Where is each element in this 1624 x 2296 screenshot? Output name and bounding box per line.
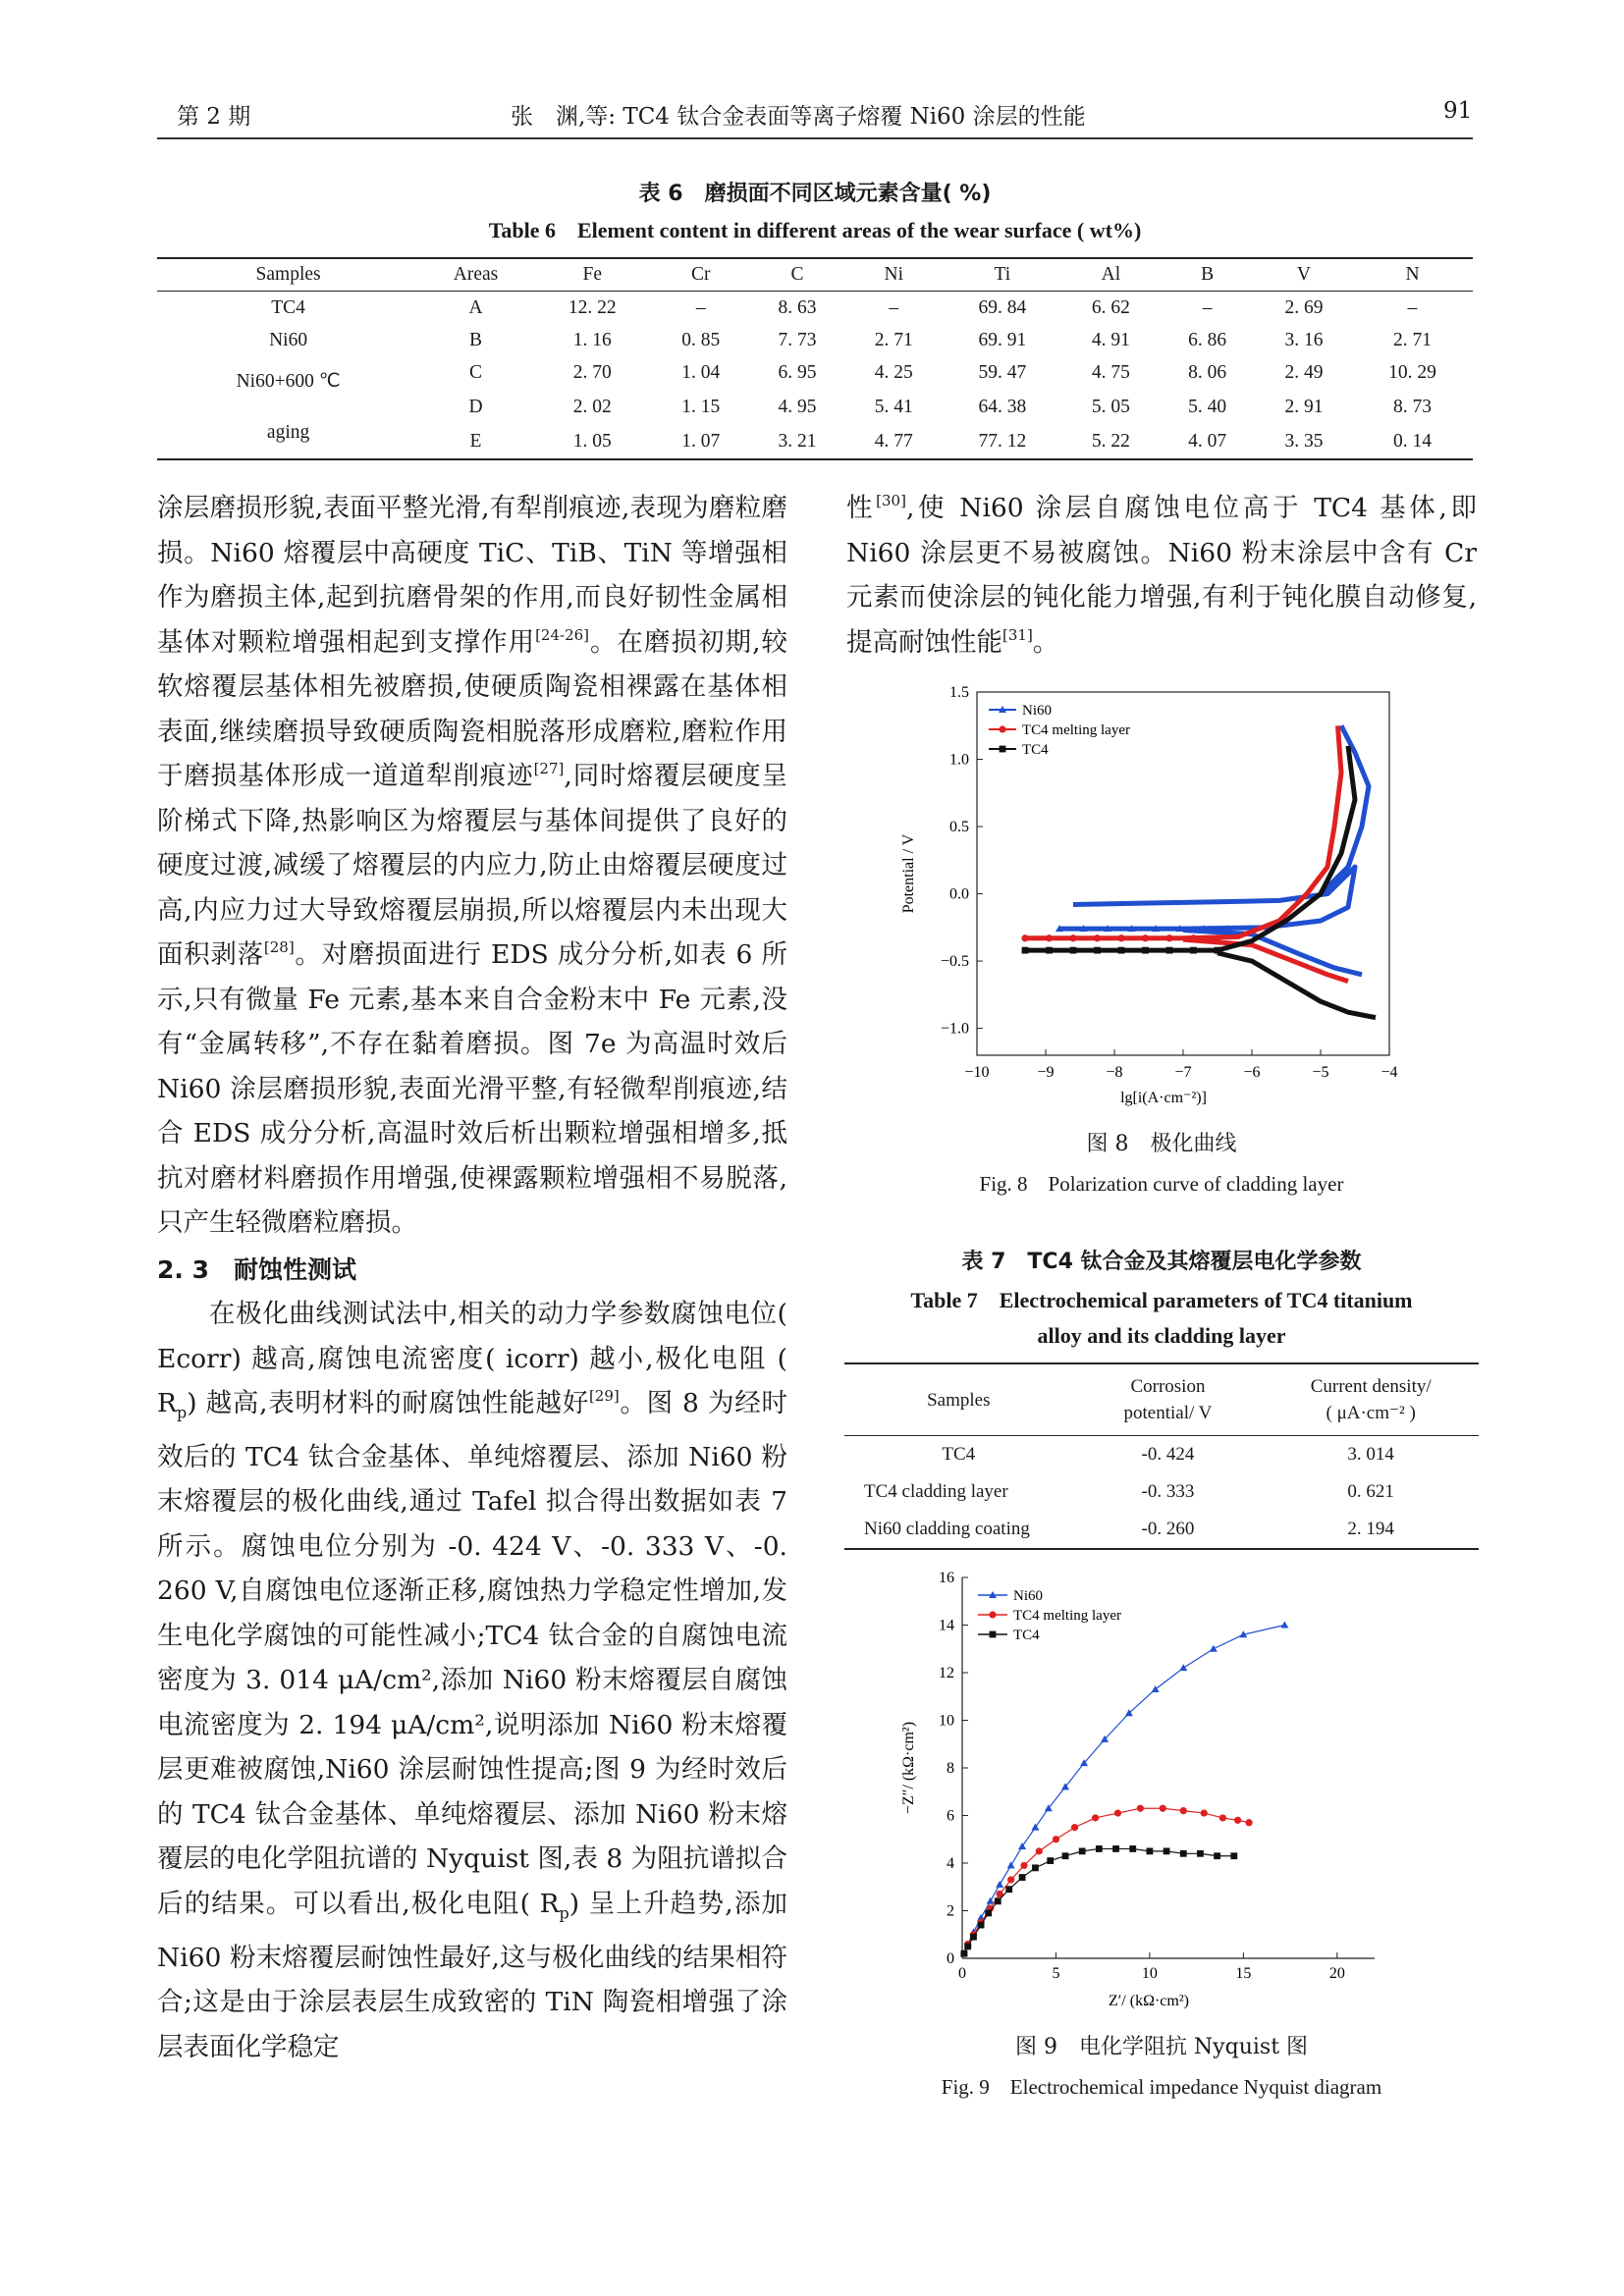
fig8-data-point [1046,947,1053,954]
subscript: p [176,1403,188,1422]
aging-line: aging [266,422,310,443]
fig8-data-point [1214,934,1220,941]
text-span: 。 [1032,626,1059,658]
fig8-legend-marker [1000,746,1006,753]
table6-cell-value: 2. 70 [572,362,612,384]
fig9-data-point [1179,1664,1187,1671]
fig8-data-point [1046,934,1053,941]
table6-col-n: N [1352,258,1473,292]
table6-cell-value: 5. 41 [874,396,913,417]
fig8-x-tick-label: −10 [964,1064,990,1081]
fig8-data-point [1215,947,1221,954]
table6-cell-value: 0. 85 [681,329,721,350]
fig9-caption-en: Fig. 9 Electrochemical impedance Nyquist diagram [941,2075,1382,2099]
table6-cell-value: 1. 05 [532,424,653,459]
fig9-legend-label: Ni60 [1013,1588,1043,1604]
fig8-legend-label: Ni60 [1022,703,1052,719]
fig9-data-point [1230,1852,1237,1859]
table7-col-samples: Samples [844,1363,1073,1436]
table6-cell-value: 6. 62 [1091,296,1130,318]
fig9-data-point [985,1910,992,1917]
fig9-data-point [1020,1862,1027,1869]
fig9-series-line [964,1626,1284,1954]
fig9-data-point [1007,1876,1014,1883]
table7-caption-cn: 表 7 TC4 钛合金及其熔覆层电化学参数 [961,1250,1362,1274]
fig9-y-tick-label: 12 [939,1665,954,1682]
fig9-data-point [1062,1852,1069,1859]
fig8-y-tick-label: 1.5 [949,684,969,701]
table6-cell-value: 1. 15 [681,396,721,417]
fig8-x-axis-label: lg[i(A·cm⁻²)] [1120,1090,1207,1106]
table6-cell-value: 69. 84 [978,296,1027,318]
table6-cell-value: 2. 69 [1284,296,1324,318]
table7-caption-en-1: Table 7 Electrochemical parameters of TC4 titanium [910,1288,1413,1312]
fig8-x-tick-label: −6 [1243,1064,1261,1081]
table6-cell-value: 77. 12 [942,424,1062,459]
page-number: 91 [1443,98,1473,124]
fig8-x-tick-label: −9 [1037,1064,1055,1081]
fig9-data-point [1032,1864,1039,1871]
table7-cell-potential: -0. 424 [1141,1444,1195,1465]
fig9-data-point [1180,1807,1187,1814]
table6-col-ti: Ti [942,258,1062,292]
table6-cell-value: 5. 05 [1091,396,1130,417]
aging-line: Ni60+600 ℃ [236,371,341,392]
fig9-data-point [1114,1809,1121,1816]
fig9-data-point [1079,1847,1086,1854]
table6-cell-sample: TC4 [271,296,305,318]
table6-cell-value: 2. 71 [1393,329,1433,350]
table7 [844,1362,1479,1550]
table6-cell-value: 2. 49 [1284,362,1324,384]
fig8-series-ni60 [1059,867,1355,929]
fig8-x-tick-label: −5 [1312,1064,1329,1081]
table6-cell-value: 3. 16 [1284,329,1324,350]
table6-cell-value: 2. 71 [874,329,913,350]
fig8-series-tc4 [1025,746,1355,950]
paragraph-corrosion [157,1292,787,2069]
table7-cell-sample: Ni60 cladding coating [844,1511,1073,1549]
table6-cell-value: 4. 91 [1091,329,1130,350]
header-line: Current density/ [1310,1376,1432,1397]
table6-cell-value: 2. 91 [1284,396,1324,417]
fig8-data-point [1118,947,1125,954]
table6-cell-value: 1. 16 [572,329,612,350]
fig8-data-point [1094,934,1101,941]
table6-cell-value: – [889,296,899,318]
right-column [846,486,1477,665]
table6-cell-area: D [468,396,483,417]
header-rule [157,137,1473,139]
table6-cell-area: C [468,362,482,384]
fig9-data-point [1234,1817,1241,1824]
fig9-data-point [1005,1886,1012,1893]
fig9-data-point [1036,1847,1043,1854]
fig9-data-point [1031,1824,1039,1831]
fig8-legend-label: TC4 [1022,742,1049,758]
fig9-x-tick-label: 0 [958,1965,966,1982]
table7-caption-en-2: alloy and its cladding layer [1037,1323,1286,1348]
fig9-data-point [1201,1809,1208,1816]
fig9-legend-marker [989,1611,996,1618]
table6-cell-value: 8. 73 [1393,396,1433,417]
table6-cell-value: – [695,296,706,318]
fig8-y-tick-label: 1.0 [949,751,969,769]
fig8-data-point [1190,934,1197,941]
section-heading: 2. 3 耐蚀性测试 [157,1255,356,1284]
fig8-legend-label: TC4 melting layer [1022,722,1130,738]
citation: [27] [533,760,565,777]
fig9-data-point [1112,1845,1119,1852]
fig8-data-point [1094,947,1101,954]
table6-cell-value: 3. 21 [749,424,845,459]
table6-cell-value: 5. 40 [1188,396,1227,417]
fig9-series-line [964,1808,1249,1953]
fig9-data-point [996,1881,1003,1888]
fig8-x-tick-label: −8 [1106,1064,1123,1081]
table7-row [844,1473,1479,1511]
table7-col-current [1263,1363,1479,1436]
fig9-y-tick-label: 4 [947,1855,954,1872]
fig8-data-point [1142,934,1149,941]
table6-cell-value: 3. 35 [1256,424,1352,459]
fig9-y-tick-label: 8 [947,1760,954,1777]
fig9-data-point [1219,1814,1226,1821]
paragraph-wear [157,486,787,1246]
text-span: 。在磨损初期,较软熔覆层基体相先被磨损,使硬质陶瓷相裸露在基体相表面,继续磨损导致硬质陶瓷相脱落形成磨粒,磨粒作用于磨损基体形成一道道犁削痕迹 [157,626,787,791]
table6-cell-value: 4. 75 [1091,362,1130,384]
fig9-legend-marker [990,1631,997,1638]
fig9-data-point [1096,1845,1103,1852]
table6-col-ni: Ni [845,258,942,292]
fig9-y-tick-label: 0 [947,1950,954,1967]
fig9-data-point [1047,1857,1054,1864]
fig9-data-point [1137,1805,1144,1812]
fig9-y-tick-label: 6 [947,1807,954,1825]
fig8-series-tc4-melting-layer [1025,725,1341,938]
table6-cell-value: 12. 22 [568,296,617,318]
table6-header-row [157,258,1473,292]
fig9-data-point [964,1943,971,1949]
fig8-data-point [1165,934,1172,941]
fig8-y-axis-label: Potential / V [900,833,917,914]
header-line: Corrosion [1130,1376,1206,1397]
table6-caption-en: Table 6 Element content in different areas of the wear surface ( wt%) [488,218,1142,242]
fig8-x-tick-label: −7 [1174,1064,1192,1081]
paragraph-right [846,486,1477,665]
table6-cell-value: 1. 07 [653,424,749,459]
table6-col-cr: Cr [653,258,749,292]
table6-col-samples: Samples [157,258,419,292]
table7-cell-current: 0. 621 [1347,1481,1394,1502]
fig9-y-axis-label: −Z″/ (kΩ·cm²) [900,1721,917,1815]
fig8-caption-cn: 图 8 极化曲线 [1086,1132,1237,1156]
fig8-y-tick-label: −1.0 [940,1020,969,1038]
fig9-nyquist-chart [884,1566,1394,2017]
table6-cell-value: 10. 29 [1388,362,1436,384]
table6-cell-area: A [468,296,483,318]
table7-cell-potential: -0. 333 [1141,1481,1195,1502]
table6 [157,257,1473,460]
text-span: 性 [846,493,877,523]
fig8-y-tick-label: 0.5 [949,819,969,836]
table7-cell-potential: -0. 260 [1073,1511,1264,1549]
fig8-data-point [1142,947,1149,954]
text-span: 在极化曲线测试法中,相关的动力学参数腐蚀电位( Ecorr) 越高,腐蚀电流密度( icorr) 越小,极化电阻 ( R [157,1299,787,1418]
table6-cell-sample-aging [157,356,419,459]
table6-cell-value: 7. 73 [778,329,817,350]
fig9-series-line [964,1848,1234,1953]
table6-col-c: C [749,258,845,292]
fig9-x-tick-label: 15 [1235,1965,1252,1982]
fig9-data-point [1019,1874,1026,1881]
fig8-y-tick-label: 0.0 [949,885,969,903]
table6-row [157,292,1473,325]
table6-cell-value: 1. 04 [681,362,721,384]
fig9-y-tick-label: 2 [947,1902,954,1920]
fig9-data-point [1164,1847,1170,1854]
table6-cell-value: 5. 22 [1062,424,1159,459]
text-span: ,使 Ni60 涂层自腐蚀电位高于 TC4 基体,即 Ni60 涂层更不易被腐蚀。Ni60 粉末涂层中含有 Cr 元素而使涂层的钝化能力增强,有利于钝化膜自动修复,提高耐蚀性能 [846,493,1477,658]
table6-cell-value: 4. 07 [1160,424,1256,459]
fig8-series-tc4-melting-layer-cathodic [1183,939,1348,981]
table6-caption-cn: 表 6 磨损面不同区域元素含量( %) [638,182,992,206]
table6-cell-area: E [419,424,532,459]
table7-row [844,1436,1479,1474]
fig9-data-point [1092,1814,1099,1821]
table6-cell-value: 6. 86 [1188,329,1227,350]
table7-cell-sample: TC4 [942,1444,976,1465]
table7-cell-current: 2. 194 [1263,1511,1479,1549]
text-span: ,同时熔覆层硬度呈阶梯式下降,热影响区为熔覆层与基体间提供了良好的硬度过渡,减缓了熔覆层的内应力,防止由熔覆层硬度过高,内应力过大导致熔覆层崩损,所以熔覆层内未出现大面积剥落 [157,761,787,970]
table6-col-v: V [1256,258,1352,292]
table6-row [157,324,1473,356]
fig9-data-point [1071,1824,1078,1831]
fig9-data-point [1147,1847,1154,1854]
fig9-caption-cn: 图 9 电化学阻抗 Nyquist 图 [1014,2035,1309,2059]
fig9-data-point [1053,1836,1059,1842]
citation: [24-26] [535,625,590,644]
fig8-data-point [1190,947,1197,954]
table6-cell-value: 0. 14 [1352,424,1473,459]
table6-col-fe: Fe [532,258,653,292]
table7-col-potential [1073,1363,1264,1436]
citation: [31] [1002,625,1033,644]
subscript: p [559,1903,569,1923]
citation: [29] [588,1387,620,1405]
table6-cell-area: B [468,329,482,350]
citation: [30] [876,492,906,509]
fig9-data-point [995,1897,1001,1904]
fig9-legend-label: TC4 melting layer [1013,1608,1121,1624]
fig8-legend-marker [999,725,1005,732]
table7-cell-sample: TC4 cladding layer [864,1481,1008,1502]
fig8-data-point [1069,934,1076,941]
table6-cell-value: 4. 77 [845,424,942,459]
fig9-data-point [961,1950,968,1957]
fig9-legend-label: TC4 [1013,1628,1040,1643]
table6-cell-value: 2. 02 [572,396,612,417]
citation: [28] [263,938,295,956]
table7-cell-current: 3. 014 [1347,1444,1394,1465]
fig9-x-tick-label: 20 [1328,1965,1345,1982]
table6-cell-value: 8. 63 [778,296,817,318]
fig9-data-point [978,1922,985,1929]
fig9-data-point [1245,1819,1252,1826]
fig8-polarization-chart [884,677,1414,1119]
table7-header-row [844,1363,1479,1436]
fig9-data-point [1018,1842,1026,1849]
fig9-data-point [1210,1645,1218,1652]
fig9-data-point [1152,1685,1160,1692]
table6-cell-value: – [1407,296,1418,318]
table6-cell-value: 59. 47 [978,362,1027,384]
fig8-data-point [1022,947,1029,954]
fig9-data-point [1129,1845,1136,1852]
table6-col-b: B [1160,258,1256,292]
table6-cell-value: 64. 38 [978,396,1027,417]
table6-cell-value: 8. 06 [1188,362,1227,384]
fig9-data-point [1214,1852,1220,1859]
fig8-caption-en: Fig. 8 Polarization curve of cladding layer [979,1172,1344,1196]
fig9-data-point [1007,1861,1015,1868]
journal-issue: 第 2 期 [177,104,251,130]
text-span: ) 呈上升趋势,添加 Ni60 粉末熔覆层耐蚀性最好,这与极化曲线的结果相符合;这是由于涂层表层生成致密的 TiN 陶瓷相增强了涂层表面化学稳定 [157,1888,788,2062]
fig9-data-point [1160,1805,1166,1812]
table7-row [844,1511,1479,1549]
table6-cell-value: 4. 95 [778,396,817,417]
fig9-data-point [970,1934,977,1941]
fig8-data-point [1117,934,1124,941]
fig9-data-point [1180,1850,1187,1857]
table6-col-areas: Areas [419,258,532,292]
fig8-data-point [1166,947,1173,954]
fig9-data-point [1197,1850,1204,1857]
fig9-y-tick-label: 16 [939,1570,954,1586]
header-line: potential/ V [1123,1403,1213,1423]
table6-cell-value: – [1202,296,1213,318]
table6-cell-value: 69. 91 [978,329,1027,350]
text-span: 。对磨损面进行 EDS 成分分析,如表 6 所示,只有微量 Fe 元素,基本来自合金粉末中 Fe 元素,没有“金属转移”,不存在黏着磨损。图 7e 为高温时效后 Ni60 涂层磨损形貌,表面光滑平整,有轻微犁削痕迹,结合 EDS 成分分析,高温时效后析出颗粒增强相增多,抵抗对磨材料磨损作用增强,使裸露颗粒增强相不易脱落,只产生轻微磨粒磨损。 [157,939,787,1238]
fig8-data-point [1021,934,1028,941]
fig9-y-tick-label: 14 [939,1617,954,1634]
left-column [157,486,787,2069]
table6-cell-value: 6. 95 [778,362,817,384]
fig8-y-tick-label: −0.5 [940,953,969,971]
fig8-x-tick-label: −4 [1380,1064,1398,1081]
table6-cell-value: 4. 25 [874,362,913,384]
running-title: 张 渊,等: TC4 钛合金表面等离子熔覆 Ni60 涂层的性能 [511,104,1086,130]
fig9-x-axis-label: Z′/ (kΩ·cm²) [1109,1993,1189,2009]
fig8-data-point [1070,947,1077,954]
text-span: 涂层磨损形貌,表面平整光滑,有犁削痕迹,表现为磨粒磨损。Ni60 熔覆层中高硬度 TiC、TiB、TiN 等增强相作为磨损主体,起到抗磨骨架的作用,而良好韧性金属相基体对颗粒增强相起到支撑作用 [157,493,787,658]
text-span: ) 越高,表明材料的耐腐蚀性能越好 [187,1388,589,1418]
table6-cell-sample: Ni60 [269,329,308,350]
fig9-data-point [1280,1622,1288,1629]
table6-row [157,356,1473,391]
fig9-y-tick-label: 10 [939,1712,954,1730]
table6-col-al: Al [1062,258,1159,292]
header-line: ( μA·cm⁻² ) [1326,1403,1416,1423]
text-span: 。图 8 为经时效后的 TC4 钛合金基体、单纯熔覆层、添加 Ni60 粉末熔覆层的极化曲线,通过 Tafel 拟合得出数据如表 7 所示。腐蚀电位分别为 -0. 424 V、-0. 333 V、-0. 260 V,自腐蚀电位逐渐正移,腐蚀热力学稳定性增加,发生电化学腐蚀的可能性减小;TC4 钛合金的自腐蚀电流密度为 3. 014 μA/cm²,添加 Ni60 粉末熔覆层自腐蚀电流密度为 2. 194 μA/cm²,说明添加 Ni60 粉末熔覆层更难被腐蚀,Ni60 涂层耐蚀性提高;图 9 为经时效后的 TC4 钛合金基体、单纯熔覆层、添加 Ni60 粉末熔覆层的电化学阻抗谱的 Nyquist 图,表 8 为阻抗谱拟合后的结果。可以看出,极化电阻( R [157,1388,787,1919]
fig9-x-tick-label: 10 [1141,1965,1158,1982]
fig9-x-tick-label: 5 [1052,1965,1060,1982]
